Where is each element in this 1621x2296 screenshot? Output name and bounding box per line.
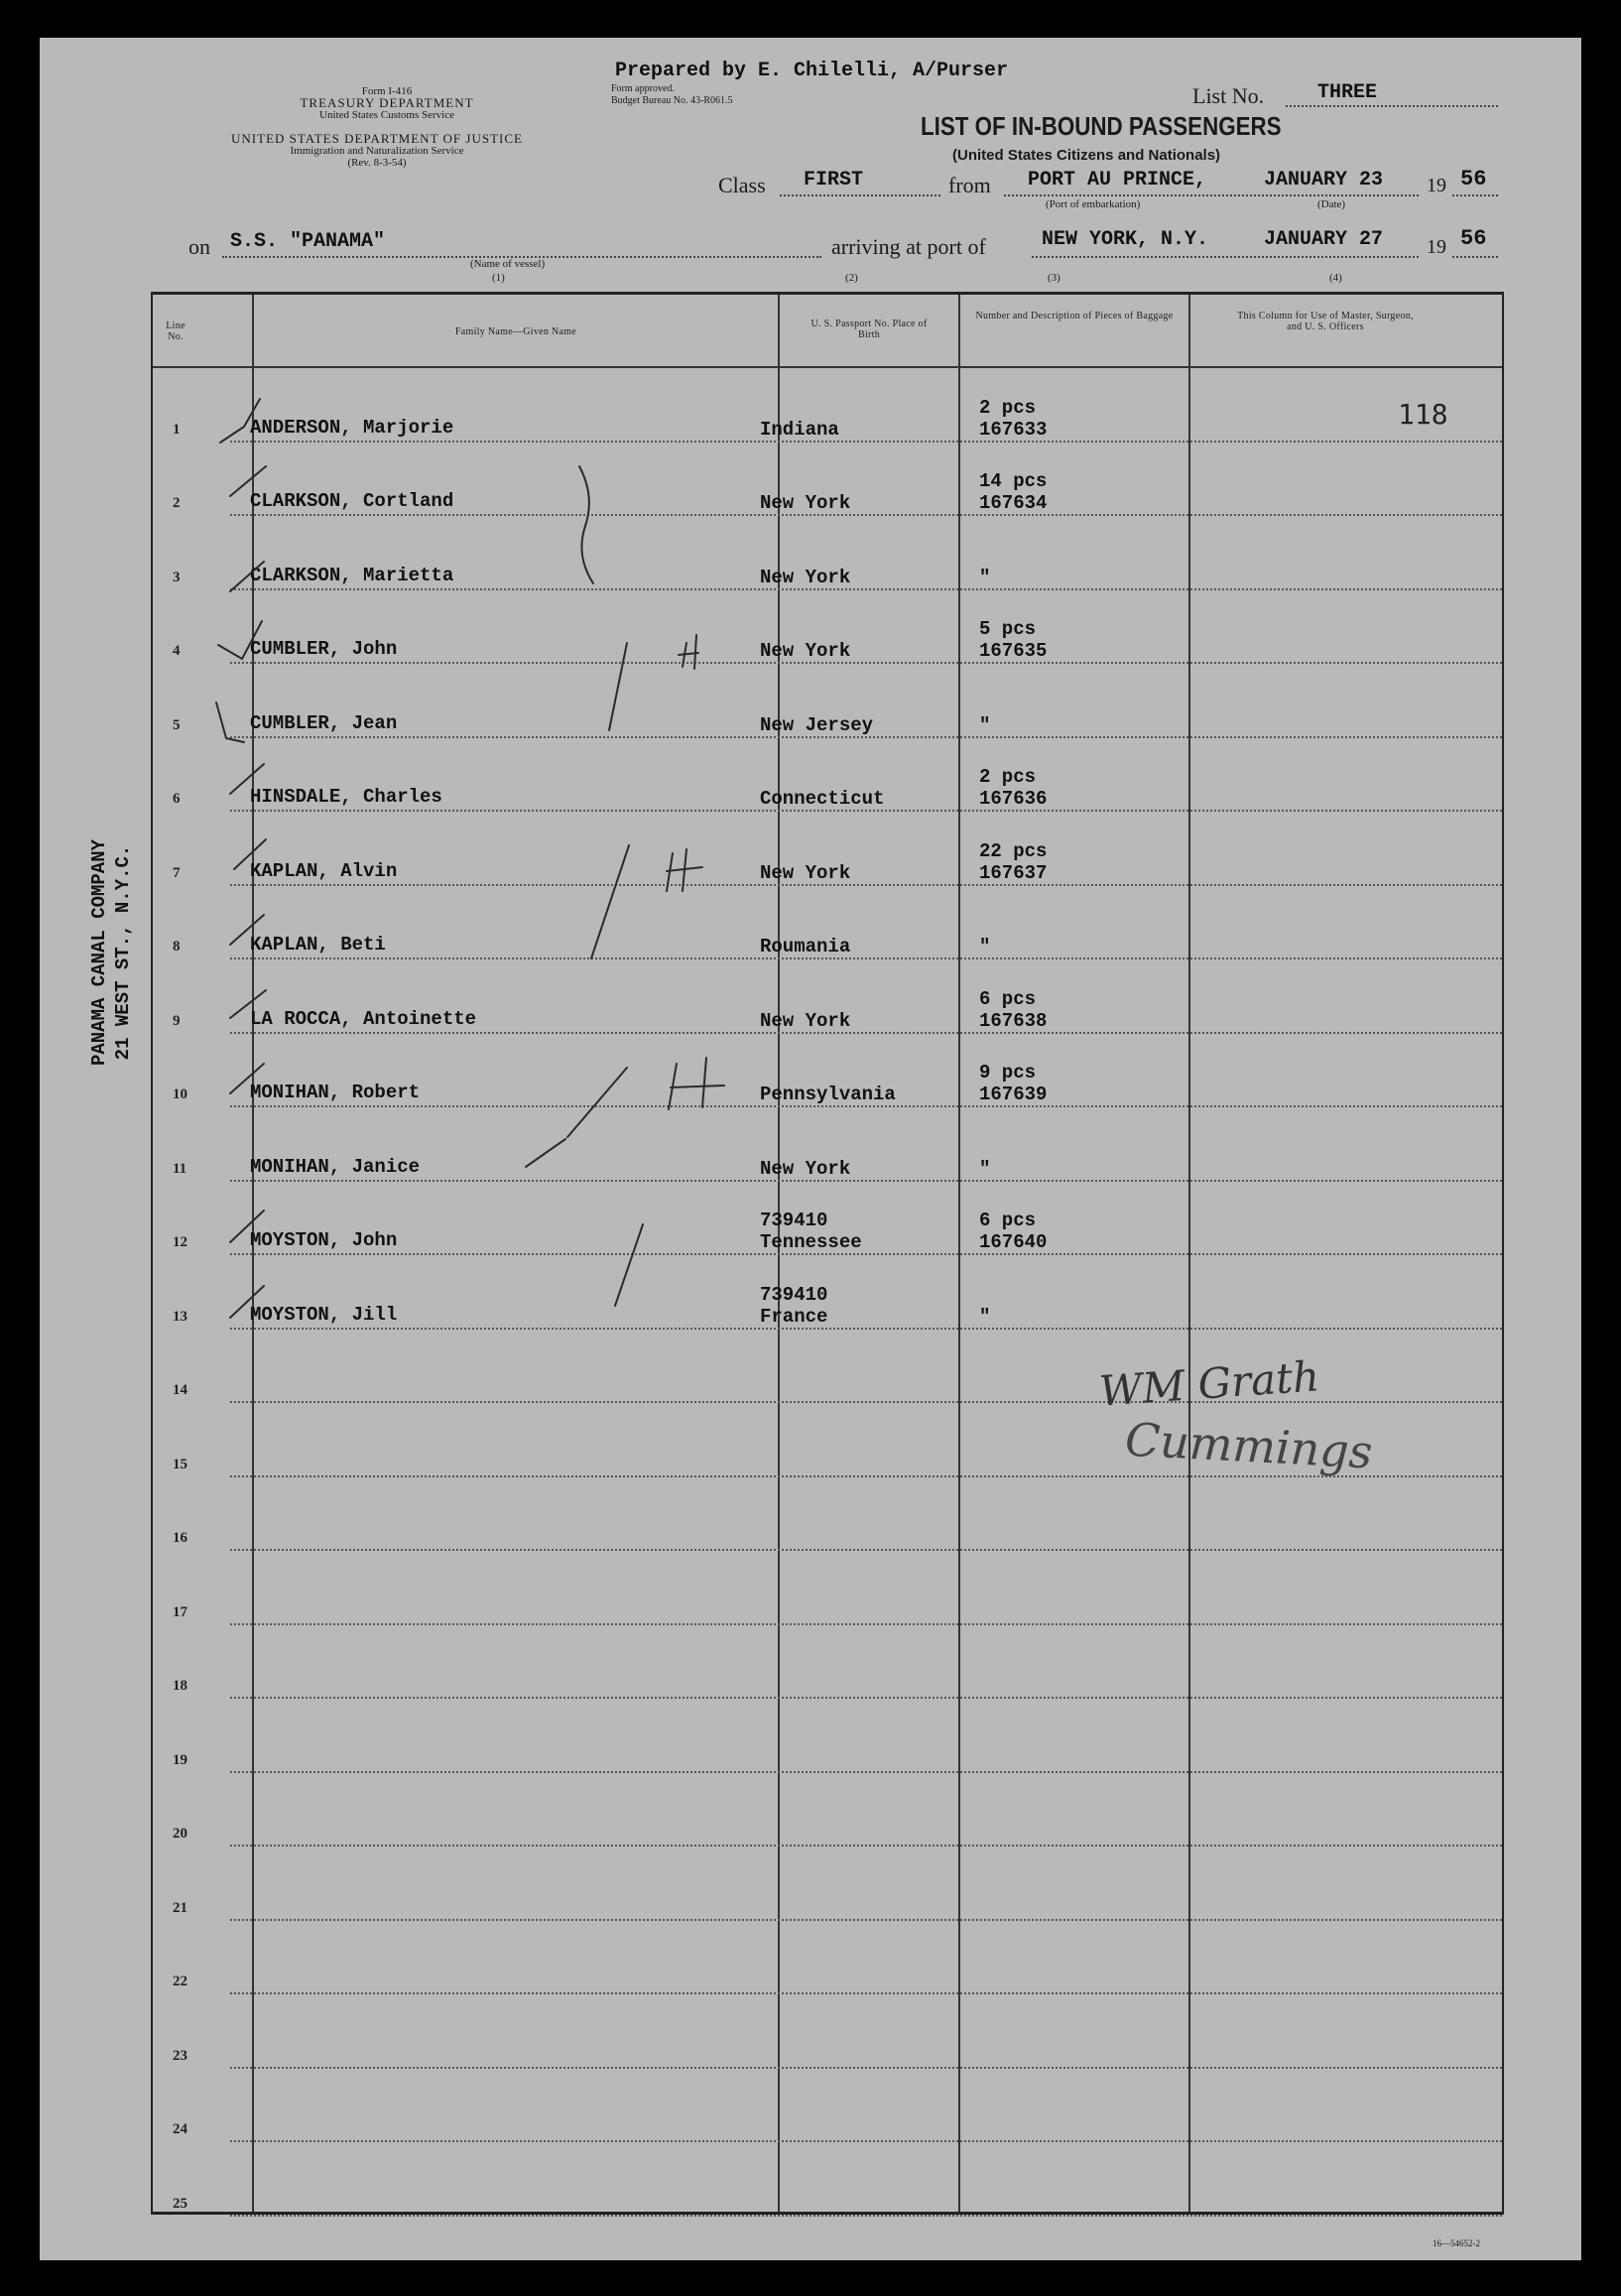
row-line-number: 8: [173, 939, 181, 955]
embark-date-value: JANUARY 23: [1264, 169, 1384, 191]
row-line-number: 5: [173, 716, 181, 733]
row-line-number: 18: [173, 1678, 187, 1694]
row-birthplace: Tennessee: [760, 1231, 862, 1253]
row-line-number: 16: [173, 1530, 187, 1546]
row-line-number: 22: [173, 1974, 187, 1989]
row-baggage: [979, 397, 1047, 441]
row-passport-birth: [760, 492, 850, 514]
row-baggage: [979, 567, 990, 588]
row-baggage: [979, 1158, 990, 1180]
vessel-value: S.S. "PANAMA": [230, 230, 386, 253]
row-name: ANDERSON, Marjorie: [250, 416, 454, 439]
arriving-label: arriving at port of: [831, 234, 986, 259]
row-baggage-pieces: ": [979, 936, 991, 957]
table-row: [153, 1625, 1502, 1700]
table-row: [153, 516, 1502, 590]
header-passport: U. S. Passport No. Place of Birth: [810, 319, 928, 340]
table-row: [153, 1182, 1502, 1256]
list-no-label: List No.: [1192, 83, 1265, 108]
table-row: [153, 443, 1502, 517]
table-row: [153, 1847, 1502, 1921]
header-officers: This Column for Use of Master, Surgeon, and U. S. Officers: [1237, 311, 1414, 332]
row-rule: [230, 2215, 1502, 2217]
arrival-year-value: 56: [1460, 226, 1487, 251]
row-passport-birth: [760, 1284, 827, 1328]
row-officer-note: 118: [1398, 397, 1448, 431]
table-row: [153, 664, 1502, 738]
row-baggage-number: 167639: [979, 1084, 1048, 1105]
row-name: KAPLAN, Beti: [250, 934, 386, 956]
on-label: on: [188, 234, 210, 259]
col-caption-1: (1): [492, 272, 505, 284]
justice-department: UNITED STATES DEPARTMENT OF JUSTICE: [231, 131, 523, 146]
table-row: [153, 1773, 1502, 1848]
from-label: from: [948, 173, 991, 197]
row-baggage-pieces: 14 pcs: [979, 470, 1048, 492]
row-baggage-pieces: 6 pcs: [979, 1210, 1037, 1231]
row-baggage: [979, 1062, 1047, 1105]
row-baggage: [979, 766, 1047, 810]
embark-date-caption: (Date): [1317, 198, 1346, 210]
row-baggage: [979, 714, 990, 736]
row-birthplace: New York: [760, 861, 851, 884]
row-baggage-pieces: 9 pcs: [979, 1062, 1037, 1084]
row-baggage-pieces: 22 pcs: [979, 839, 1048, 862]
row-line-number: 20: [173, 1826, 187, 1842]
row-baggage-pieces: 2 pcs: [979, 766, 1037, 788]
table-row: [153, 2069, 1502, 2143]
row-birthplace: Pennsylvania: [760, 1084, 896, 1105]
prepared-by: Prepared by E. Chilelli, A/Purser: [615, 60, 1009, 82]
row-birthplace: Roumania: [760, 936, 851, 957]
row-name: MONIHAN, Robert: [250, 1082, 421, 1103]
row-baggage-pieces: 6 pcs: [979, 987, 1037, 1010]
col-caption-2: (2): [845, 272, 858, 284]
row-passport-birth: [760, 419, 839, 441]
table-row: [153, 590, 1502, 665]
form-number: Form I-416: [361, 85, 413, 97]
row-birthplace: France: [760, 1305, 828, 1328]
embark-year-value: 56: [1460, 167, 1487, 191]
header-line-no: Line No.: [166, 320, 186, 342]
table-row: [153, 738, 1502, 813]
table-row: [153, 1994, 1502, 2069]
list-no-value: THREE: [1317, 81, 1378, 104]
row-passport-birth: [760, 1084, 896, 1105]
row-line-number: 3: [173, 569, 181, 585]
row-passport-birth: [760, 714, 873, 736]
side-stamp-line1: PANAMA CANAL COMPANY: [88, 838, 110, 1067]
embark-year-prefix: 19: [1427, 175, 1446, 196]
form-approved: Form approved.: [611, 83, 675, 94]
table-row: [153, 959, 1502, 1034]
row-baggage: [979, 840, 1047, 884]
row-line-number: 6: [173, 791, 181, 807]
table-row: [153, 1921, 1502, 1995]
arrival-port-value: NEW YORK, N.Y.: [1042, 228, 1209, 251]
row-line-number: 1: [173, 421, 181, 438]
row-line-number: 24: [173, 2121, 187, 2137]
class-value: FIRST: [804, 169, 864, 191]
row-baggage: [979, 470, 1047, 514]
port-embark-value: PORT AU PRINCE,: [1028, 169, 1207, 191]
row-birthplace: New York: [760, 492, 851, 514]
row-name: KAPLAN, Alvin: [250, 859, 398, 882]
revision-date: (Rev. 8-3-54): [347, 157, 407, 169]
row-passport-birth: [760, 1158, 850, 1180]
arrival-year-prefix: 19: [1427, 236, 1446, 258]
row-baggage-number: 167634: [979, 492, 1048, 514]
row-name: CLARKSON, Marietta: [250, 564, 454, 586]
header-baggage: Number and Description of Pieces of Baggage: [975, 311, 1174, 321]
side-stamp-line2: 21 WEST ST., N.Y.C.: [112, 844, 134, 1061]
row-baggage-number: 167640: [979, 1231, 1048, 1253]
row-baggage: [979, 936, 990, 957]
row-name: CUMBLER, Jean: [250, 711, 398, 734]
row-baggage: [979, 1306, 990, 1328]
side-stamp: [87, 839, 135, 1066]
row-passport-birth: [760, 788, 884, 810]
row-baggage-pieces: 5 pcs: [979, 618, 1037, 640]
row-birthplace: New Jersey: [760, 713, 874, 736]
row-birthplace: Connecticut: [760, 788, 885, 810]
table-row: [153, 1034, 1502, 1108]
row-passport-birth: [760, 1010, 850, 1032]
row-baggage: [979, 1210, 1047, 1253]
row-name: MOYSTON, John: [250, 1229, 398, 1251]
row-name: MOYSTON, Jill: [250, 1303, 398, 1326]
row-line-number: 4: [173, 643, 181, 659]
budget-bureau: Budget Bureau No. 43-R061.5: [611, 95, 733, 106]
row-baggage-pieces: ": [979, 713, 991, 736]
row-birthplace: New York: [760, 640, 851, 662]
row-line-number: 9: [173, 1012, 181, 1029]
row-line-number: 15: [173, 1456, 187, 1472]
row-baggage-pieces: ": [979, 566, 991, 588]
row-passport: 739410: [760, 1210, 828, 1231]
customs-service: United States Customs Service: [319, 109, 454, 121]
row-baggage-number: 167635: [979, 640, 1048, 662]
row-name: HINSDALE, Charles: [250, 786, 442, 808]
table-row: [153, 886, 1502, 960]
table-row: [153, 1255, 1502, 1330]
row-name: MONIHAN, Janice: [250, 1155, 421, 1178]
row-baggage: [979, 988, 1047, 1032]
row-birthplace: Indiana: [760, 418, 839, 441]
row-baggage-number: 167638: [979, 1009, 1048, 1032]
col-caption-4: (4): [1329, 272, 1342, 284]
row-line-number: 11: [173, 1160, 187, 1177]
row-name: CLARKSON, Cortland: [250, 490, 454, 512]
table-row: [153, 1107, 1502, 1182]
row-line-number: 17: [173, 1603, 187, 1620]
row-line-number: 19: [173, 1751, 187, 1768]
header-name: Family Name—Given Name: [454, 326, 577, 337]
row-line-number: 7: [173, 864, 181, 881]
row-baggage: [979, 618, 1047, 662]
row-baggage-pieces: ": [979, 1157, 991, 1180]
row-birthplace: New York: [760, 566, 851, 588]
arrival-date-value: JANUARY 27: [1264, 228, 1384, 251]
row-baggage-number: 167633: [979, 418, 1048, 441]
table-row: [153, 1477, 1502, 1552]
row-name: LA ROCCA, Antoinette: [250, 1007, 477, 1030]
row-line-number: 25: [173, 2195, 187, 2212]
col-caption-3: (3): [1048, 272, 1060, 284]
row-passport-birth: [760, 1210, 862, 1253]
row-passport-birth: [760, 936, 850, 957]
vessel-caption: (Name of vessel): [470, 258, 546, 270]
row-passport-birth: [760, 567, 850, 588]
form-subtitle: (United States Citizens and Nationals): [952, 147, 1221, 164]
row-birthplace: New York: [760, 1009, 851, 1032]
table-row: [153, 1551, 1502, 1625]
row-line-number: 21: [173, 1899, 187, 1916]
class-label: Class: [718, 173, 766, 197]
passenger-table: [151, 292, 1504, 2215]
row-passport-birth: [760, 862, 850, 884]
row-baggage-pieces: 2 pcs: [979, 396, 1037, 419]
port-embark-caption: (Port of embarkation): [1046, 198, 1141, 210]
row-name: CUMBLER, John: [250, 638, 398, 660]
row-line-number: 13: [173, 1308, 187, 1325]
signature-2: Cummings: [1123, 1412, 1374, 1479]
row-line-number: 10: [173, 1086, 187, 1102]
table-row: [153, 812, 1502, 886]
row-line-number: 2: [173, 495, 181, 511]
row-line-number: 23: [173, 2047, 187, 2064]
row-baggage-number: 167636: [979, 788, 1048, 810]
row-baggage-pieces: ": [979, 1305, 991, 1328]
row-birthplace: New York: [760, 1157, 851, 1180]
table-row: [153, 368, 1502, 443]
table-row: [153, 2142, 1502, 2217]
form-title: LIST OF IN-BOUND PASSENGERS: [921, 111, 1282, 141]
row-line-number: 12: [173, 1234, 187, 1250]
row-passport-birth: [760, 640, 850, 662]
ins-service: Immigration and Naturalization Service: [290, 145, 464, 157]
row-line-number: 14: [173, 1382, 187, 1398]
row-baggage-number: 167637: [979, 861, 1048, 884]
row-passport: 739410: [760, 1283, 828, 1306]
signature-1: WM Grath: [1097, 1351, 1321, 1416]
table-row: [153, 1699, 1502, 1773]
treasury-department: TREASURY DEPARTMENT: [300, 95, 474, 110]
form-code: 16—54652-2: [1433, 2238, 1480, 2248]
